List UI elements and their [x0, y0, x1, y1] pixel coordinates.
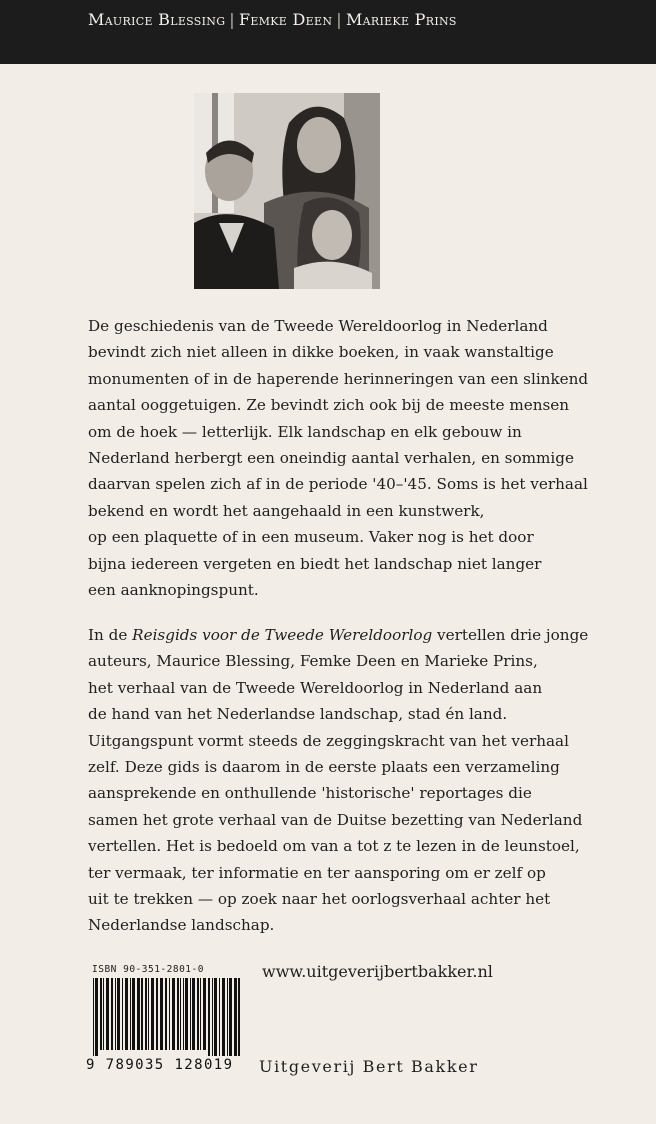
barcode-bar [141, 978, 143, 1050]
header-band [0, 0, 656, 64]
author-photo-image [194, 93, 380, 289]
barcode-bar [212, 978, 213, 1056]
barcode-bar [148, 978, 149, 1050]
barcode-bar [122, 978, 123, 1050]
barcode-bar [151, 978, 154, 1050]
blurb-line: De geschiedenis van de Tweede Wereldoorlog in Nederland [88, 317, 548, 335]
blurb-text: In de [88, 626, 133, 644]
author-separator: | [229, 10, 235, 29]
blurb-line: bijna iedereen vergeten en biedt het landschap niet langer [88, 554, 542, 573]
barcode-bar [208, 978, 210, 1056]
blurb-line: de hand van het Nederlandse landschap, stad én land. [88, 705, 508, 724]
barcode-bar [111, 978, 113, 1050]
barcode-bar [238, 978, 240, 1056]
blurb-line: om de hoek — letterlijk. Elk landschap en elk gebouw in [88, 422, 522, 441]
blurb-line: het verhaal van de Tweede Wereldoorlog in Nederland aan [88, 678, 543, 697]
publisher-name: Uitgeverij Bert Bakker [259, 1057, 479, 1076]
blurb-line: zelf. Deze gids is daarom in de eerste plaats een verzameling [88, 758, 560, 777]
barcode-bar [106, 978, 109, 1050]
author-separator: | [336, 10, 342, 29]
barcode-bar [132, 978, 135, 1050]
barcode-bar [200, 978, 201, 1050]
blurb-line: aantal ooggetuigen. Ze bevindt zich ook bij de meeste mensen [88, 396, 570, 415]
isbn-label: ISBN 90-351-2801-0 [92, 964, 204, 975]
barcode-bar [185, 978, 188, 1050]
barcode-bar [203, 978, 206, 1050]
barcode-bar [125, 978, 128, 1050]
barcode-bar [183, 978, 184, 1050]
blurb-line: aansprekende en onthullende 'historische' reportages die [88, 784, 532, 803]
author-name: Marieke Prins [345, 10, 457, 29]
barcode-bar [227, 978, 228, 1056]
barcode-bar [214, 978, 217, 1056]
barcode-bar [192, 978, 195, 1050]
barcode-bar [117, 978, 120, 1050]
author-photo [194, 93, 380, 289]
blurb-line: Uitgangspunt vormt steeds de zeggingskracht van het verhaal [88, 731, 569, 750]
barcode-bar [103, 978, 104, 1050]
blurb-text: vertellen drie jonge [432, 626, 589, 644]
blurb-line: op een plaquette of in een museum. Vaker nog is het door [88, 528, 534, 547]
blurb-line [88, 622, 596, 648]
barcode-bar [145, 978, 147, 1050]
blurb-line: een aanknopingspunt. [88, 581, 259, 600]
barcode-bar [172, 978, 175, 1050]
blurb-line: Nederland herbergt een oneindig aantal verhalen, en sommige [88, 449, 574, 468]
blurb-line: monumenten of in de haperende herinneringen van een slinkend [88, 369, 589, 388]
barcode-bar [100, 978, 102, 1050]
barcode-bar [93, 978, 94, 1056]
author-names [88, 10, 457, 29]
barcode-bar [137, 978, 140, 1050]
blurb-line: ter vermaak, ter informatie en ter aansporing om er zelf op [88, 863, 546, 882]
blurb-paragraph-2 [88, 622, 596, 939]
blurb-line: uit te trekken — op zoek naar het oorlogsverhaal achter het [88, 890, 551, 909]
barcode-bar [169, 978, 170, 1050]
blurb-paragraph-1 [88, 313, 596, 603]
barcode-bar [165, 978, 167, 1050]
barcode-bar [219, 978, 220, 1056]
barcode-bar [160, 978, 163, 1050]
author-name: Maurice Blessing [88, 10, 226, 29]
barcode-bar [95, 978, 98, 1056]
publisher-website: www.uitgeverijbertbakker.nl [262, 962, 493, 981]
blurb-line: Nederlandse landschap. [88, 916, 275, 935]
barcode-bar [115, 978, 116, 1050]
barcode-digits: 9 789035 128019 [86, 1057, 234, 1073]
barcode [91, 978, 243, 1056]
barcode-bar [177, 978, 179, 1050]
book-title: Reisgids voor de Tweede Wereldoorlog [132, 626, 433, 644]
barcode-bar [190, 978, 191, 1050]
barcode-bar [130, 978, 131, 1050]
barcode-bar [222, 978, 225, 1056]
blurb-line: vertellen. Het is bedoeld om van a tot z te lezen in de leunstoel, [88, 837, 580, 856]
blurb-line: daarvan spelen zich af in de periode '40–'45. Soms is het verhaal [88, 475, 588, 494]
blurb-line: bekend en wordt het aangehaald in een kunstwerk, [88, 501, 485, 520]
barcode-bar [197, 978, 199, 1050]
author-name: Femke Deen [239, 10, 333, 29]
barcode-bar [156, 978, 158, 1050]
blurb-line: bevindt zich niet alleen in dikke boeken, in vaak wanstaltige [88, 343, 554, 362]
barcode-bar [234, 978, 237, 1056]
blurb-line: auteurs, Maurice Blessing, Femke Deen en Marieke Prins, [88, 652, 538, 671]
barcode-bar [229, 978, 232, 1056]
barcode-bar [180, 978, 181, 1050]
blurb-line: samen het grote verhaal van de Duitse bezetting van Nederland [88, 810, 583, 829]
